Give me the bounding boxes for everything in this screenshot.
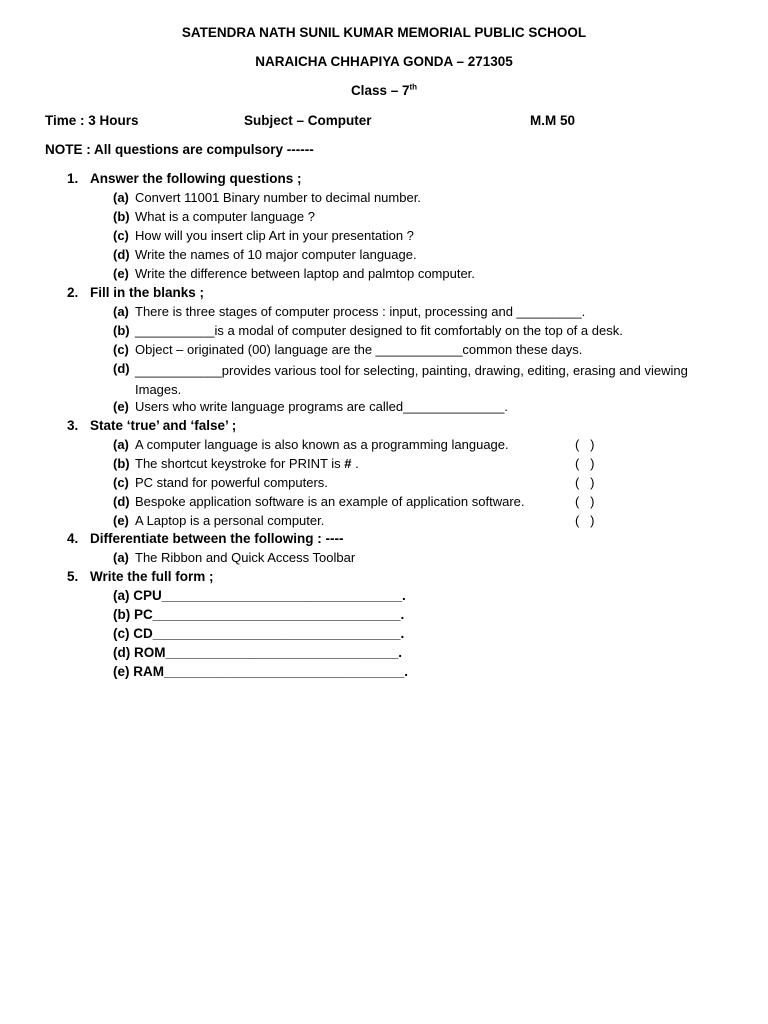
item-label: (a) — [113, 550, 129, 565]
item-label: (c) — [113, 228, 129, 243]
full-form-item: (a) CPU________________________________. — [113, 588, 406, 603]
item-text: Write the difference between laptop and palmtop computer. — [135, 266, 475, 281]
question-title: Differentiate between the following : ---- — [90, 531, 344, 546]
full-form-item: (d) ROM_______________________________. — [113, 645, 402, 660]
item-label: (a) — [113, 190, 129, 205]
item-text-part: The shortcut keystroke for PRINT is — [135, 456, 345, 471]
school-name: SATENDRA NATH SUNIL KUMAR MEMORIAL PUBLIC SCHOOL — [181, 25, 587, 40]
item-label: (d) — [113, 361, 130, 376]
answer-bracket: ( ) — [575, 437, 595, 452]
answer-bracket: ( ) — [575, 456, 595, 471]
answer-bracket: ( ) — [575, 494, 595, 509]
full-form-item: (e) RAM________________________________. — [113, 664, 409, 679]
class-heading — [0, 83, 768, 98]
answer-bracket: ( ) — [575, 513, 595, 528]
question-title: Fill in the blanks ; — [90, 285, 205, 300]
answer-bracket: ( ) — [575, 475, 595, 490]
item-label: (a) — [113, 437, 129, 452]
question-number: 5. — [67, 569, 79, 584]
item-label: (b) — [113, 456, 130, 471]
subject-label: Subject – Computer — [244, 113, 372, 128]
item-label: (c) — [113, 475, 129, 490]
item-text: A Laptop is a personal computer. — [135, 513, 325, 528]
item-text: Convert 11001 Binary number to decimal number. — [135, 190, 421, 205]
item-text-symbol: # — [344, 456, 352, 471]
item-label: (b) — [113, 209, 130, 224]
question-number: 1. — [67, 171, 79, 186]
item-text: There is three stages of computer process : input, processing and _________. — [135, 304, 586, 319]
item-text: Object – originated (00) language are the ____________common these days. — [135, 342, 583, 357]
question-title: State ‘true’ and ‘false’ ; — [90, 418, 237, 433]
item-label: (c) — [113, 342, 129, 357]
school-address: NARAICHA CHHAPIYA GONDA – 271305 — [255, 54, 513, 69]
note-text: NOTE : All questions are compulsory ------ — [45, 142, 314, 157]
item-label: (e) — [113, 513, 129, 528]
question-number: 4. — [67, 531, 79, 546]
class-superscript: th — [409, 82, 418, 92]
item-text: PC stand for powerful computers. — [135, 475, 328, 490]
max-marks-label: M.M 50 — [530, 113, 576, 128]
item-label: (e) — [113, 266, 129, 281]
full-form-item: (b) PC_________________________________. — [113, 607, 405, 622]
class-text: Class – 7 — [350, 83, 410, 98]
item-text: A computer language is also known as a programming language. — [135, 437, 509, 452]
question-number: 3. — [67, 418, 79, 433]
item-label: (e) — [113, 399, 129, 414]
time-label: Time : 3 Hours — [45, 113, 139, 128]
full-form-item: (c) CD_________________________________. — [113, 626, 405, 641]
item-text: Write the names of 10 major computer language. — [135, 247, 417, 262]
item-text: What is a computer language ? — [135, 209, 315, 224]
item-text: Bespoke application software is an example of application software. — [135, 494, 525, 509]
item-text: ____________provides various tool for selecting, painting, drawing, editing, erasing and viewing Images. — [135, 363, 688, 397]
item-label: (d) — [113, 494, 130, 509]
item-text: Users who write language programs are called______________. — [135, 399, 508, 414]
question-number: 2. — [67, 285, 79, 300]
question-title: Answer the following questions ; — [90, 171, 302, 186]
item-label: (b) — [113, 323, 130, 338]
item-label: (d) — [113, 247, 130, 262]
item-text-part: . — [351, 456, 359, 471]
item-text: The Ribbon and Quick Access Toolbar — [135, 550, 356, 565]
item-text: ___________is a modal of computer designed to fit comfortably on the top of a desk. — [135, 323, 623, 338]
item-text — [135, 456, 359, 471]
item-label: (a) — [113, 304, 129, 319]
question-title: Write the full form ; — [90, 569, 214, 584]
item-text: How will you insert clip Art in your presentation ? — [135, 228, 414, 243]
